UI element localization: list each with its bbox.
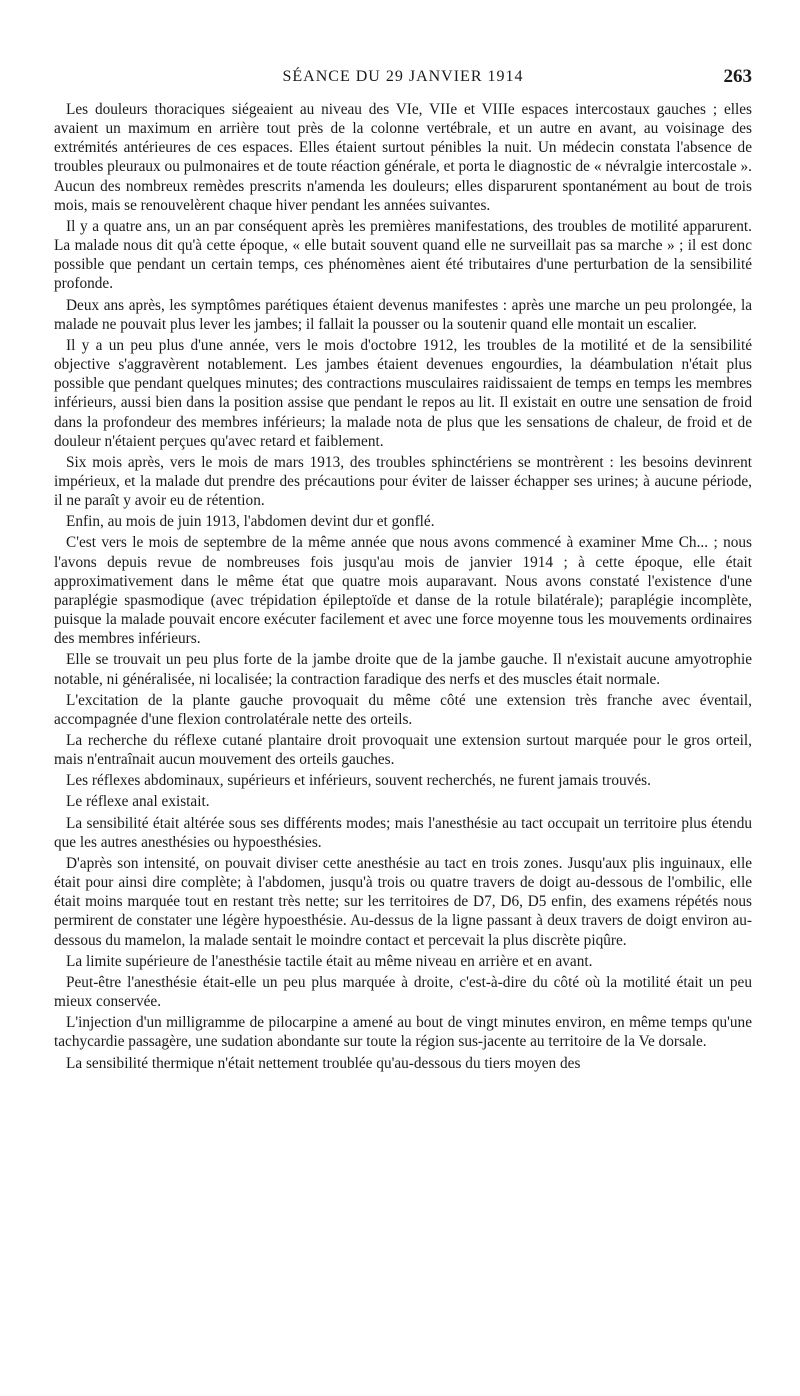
paragraph: Les douleurs thoraciques siégeaient au niveau des VIe, VIIe et VIIIe espaces intercostaux gauches ; elles avaient un maximum en arrière tout près de la colonne vertébrale, et un autre en avant, au voisinage des extrémités antérieures de ces espaces. Elles étaient surtout pénibles la nuit. Un médecin constata l'absence de troubles pleuraux ou pulmonaires et de toute réaction générale, et porta le diagnostic de « névralgie intercostale ». Aucun des nombreux remèdes prescrits n'amenda les douleurs; elles disparurent spontanément au bout de trois mois, mais se renouvelèrent chaque hiver pendant les années suivantes.	[54, 101, 752, 214]
paragraph: La recherche du réflexe cutané plantaire droit provoquait une extension surtout marquée pour le gros orteil, mais n'entraînait aucun mouvement des orteils gauches.	[54, 732, 752, 769]
paragraph: C'est vers le mois de septembre de la même année que nous avons commencé à examiner Mme Ch... ; nous l'avons depuis revue de nombreuses fois jusqu'au mois de janvier 1914 ; à cette époque, elle était approximativement dans le même état que quatre mois auparavant. Nous avons constaté l'existence d'une paraplégie spasmodique (avec trépidation épileptoïde et danse de la rotule bilatérale); paraplégie incomplète, puisque la malade pouvait encore exécuter facilement et avec une force moyenne tous les mouvements ordinaires des membres inférieurs.	[54, 534, 752, 648]
body-text	[54, 100, 752, 1073]
running-head	[54, 62, 752, 94]
paragraph: Peut-être l'anesthésie était-elle un peu plus marquée à droite, c'est-à-dire du côté où la motilité était un peu mieux conservée.	[54, 973, 752, 1011]
running-title: SÉANCE DU 29 JANVIER 1914	[282, 68, 524, 85]
paragraph: D'après son intensité, on pouvait diviser cette anesthésie au tact en trois zones. Jusqu'aux plis inguinaux, elle était pour ainsi dire complète; à l'abdomen, jusqu'à trois ou quatre travers de doigt au-dessous de l'ombilic, elle était moins marquée tout en restant très nette; sur les territoires de D7, D6, D5 enfin, des examens répétés nous permirent de constater une légère hypoesthésie. Au-dessus de la ligne passant à deux travers de doigt environ au-dessous du mamelon, la malade sentait le moindre contact et percevait la plus discrète piqûre.	[54, 854, 752, 949]
paragraph: La sensibilité était altérée sous ses différents modes; mais l'anesthésie au tact occupait un territoire plus étendu que les autres anesthésies ou hypoesthésies.	[54, 814, 752, 851]
paragraph: Il y a quatre ans, un an par conséquent après les premières manifestations, des troubles de motilité apparurent. La malade nous dit qu'à cette époque, « elle butait souvent quand elle ne surveillait pas sa marche » ; il est donc possible que pendant un certain temps, ces phénomènes aient été tributaires d'une perturbation de la sensibilité profonde.	[54, 217, 752, 293]
paragraph: Six mois après, vers le mois de mars 1913, des troubles sphinctériens se montrèrent : les besoins devinrent impérieux, et la malade dut prendre des précautions pour éviter de laisser échapper ses urines; à aucune période, il ne paraît y avoir eu de rétention.	[54, 453, 752, 510]
paragraph: L'injection d'un milligramme de pilocarpine a amené au bout de vingt minutes environ, en même temps qu'une tachycardie passagère, une sudation abondante sur toute la région sus-jacente au territoire de la Ve dorsale.	[54, 1014, 752, 1051]
paragraph: Enfin, au mois de juin 1913, l'abdomen devint dur et gonflé.	[66, 513, 435, 531]
paragraph: Deux ans après, les symptômes parétiques étaient devenus manifestes : après une marche un peu prolongée, la malade ne pouvait plus lever les jambes; il fallait la pousser ou la soutenir quand elle montait un escalier.	[54, 296, 752, 333]
paragraph: Il y a un peu plus d'une année, vers le mois d'octobre 1912, les troubles de la motilité et de la sensibilité objective s'aggravèrent notablement. Les jambes étaient devenues engourdies, la déambulation n'était plus possible que pendant quelques minutes; des contractions musculaires raidissaient de temps en temps les membres inférieurs, aussi bien dans la position assise que pendant le repos au lit. Il existait en outre une sensation de froid dans la profondeur des membres inférieurs; la malade nota de plus que les sensations de chaleur, de froid et de douleur n'étaient perçues qu'avec retard et faiblement.	[54, 336, 752, 450]
paragraph: La limite supérieure de l'anesthésie tactile était au même niveau en arrière et en avant.	[66, 952, 593, 970]
page-number: 263	[723, 66, 752, 87]
paragraph: La sensibilité thermique n'était nettement troublée qu'au-dessous du tiers moyen des	[66, 1054, 581, 1072]
paragraph: Le réflexe anal existait.	[66, 793, 210, 811]
document-page	[54, 62, 752, 1075]
paragraph: Les réflexes abdominaux, supérieurs et inférieurs, souvent recherchés, ne furent jamais trouvés.	[66, 772, 651, 790]
paragraph: L'excitation de la plante gauche provoquait du même côté une extension très franche avec éventail, accompagnée d'une flexion controlatérale nette des orteils.	[54, 691, 752, 728]
paragraph: Elle se trouvait un peu plus forte de la jambe droite que de la jambe gauche. Il n'existait aucune amyotrophie notable, ni généralisée, ni localisée; la contraction faradique des nerfs et des muscles était normale.	[54, 651, 752, 688]
